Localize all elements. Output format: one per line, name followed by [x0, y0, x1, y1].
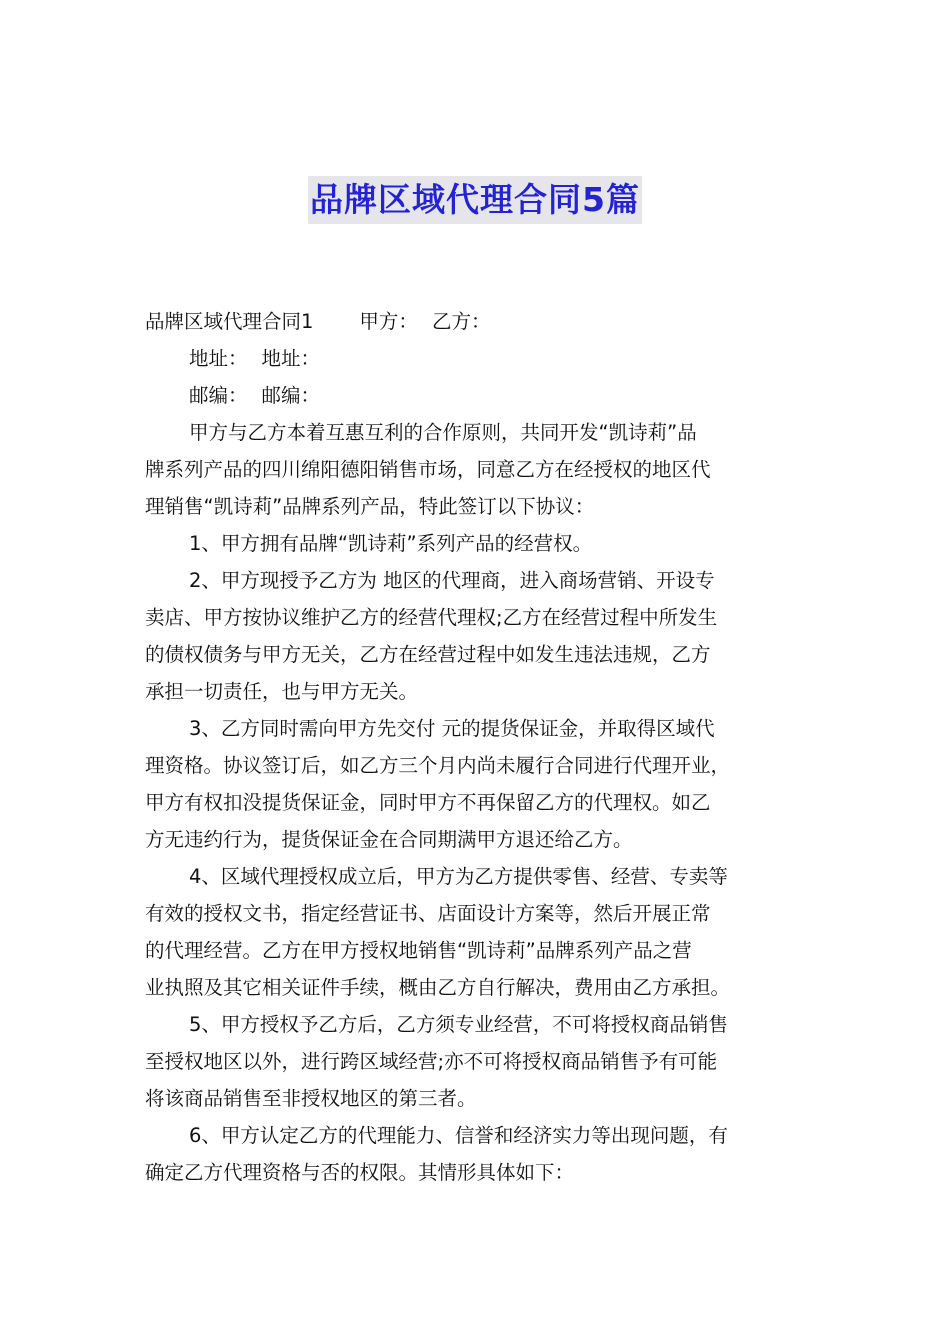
- paragraph-line: 有效的授权文书，指定经营证书、店面设计方案等，然后开展正常: [145, 902, 711, 925]
- paragraph-line: 甲方有权扣没提货保证金，同时甲方不再保留乙方的代理权。如乙: [145, 791, 711, 814]
- document-body: [145, 303, 810, 1191]
- paragraph-line: 至授权地区以外，进行跨区域经营;亦不可将授权商品销售予有可能: [145, 1050, 718, 1073]
- paragraph-line: 卖店、甲方按协议维护乙方的经营代理权;乙方在经营过程中所发生: [145, 606, 718, 629]
- paragraph-line: 承担一切责任，也与甲方无关。: [145, 680, 419, 703]
- paragraph-line: 理销售“凯诗莉”品牌系列产品，特此签订以下协议：: [145, 495, 595, 518]
- paragraph-clause-4: [145, 858, 810, 1006]
- paragraph-line: 3、乙方同时需向甲方先交付 元的提货保证金，并取得区域代: [189, 717, 715, 740]
- party-a-postcode-label: 邮编：: [189, 384, 248, 407]
- paragraph-line: 理资格。协议签订后，如乙方三个月内尚未履行合同进行代理开业，: [145, 754, 731, 777]
- paragraph-line: 牌系列产品的四川绵阳德阳销售市场，同意乙方在经授权的地区代: [145, 458, 711, 481]
- paragraph-line: 确定乙方代理资格与否的权限。其情形具体如下：: [145, 1161, 575, 1184]
- paragraph-line: 6、甲方认定乙方的代理能力、信誉和经济实力等出现问题，有: [189, 1124, 728, 1147]
- party-a-label: 甲方：: [359, 310, 418, 333]
- paragraph-line: 2、甲方现授予乙方为 地区的代理商，进入商场营销、开设专: [189, 569, 715, 592]
- paragraph-line: 1、甲方拥有品牌“凯诗莉”系列产品的经营权。: [189, 532, 593, 555]
- paragraph-line: 4、区域代理授权成立后，甲方为乙方提供零售、经营、专卖等: [189, 865, 728, 888]
- party-b-postcode-label: 邮编：: [261, 384, 321, 407]
- party-b-address-label: 地址：: [261, 347, 321, 370]
- paragraph-intro: [145, 414, 810, 525]
- paragraph-clause-5: [145, 1006, 810, 1117]
- postcode-line: [145, 377, 810, 414]
- paragraph-clause-3: [145, 710, 810, 858]
- paragraph-clause-6: [145, 1117, 810, 1191]
- header-line: [145, 303, 810, 340]
- paragraph-line: 的债权债务与甲方无关，乙方在经营过程中如发生违法违规，乙方: [145, 643, 711, 666]
- paragraph-clause-1: [145, 525, 810, 562]
- contract-number: 品牌区域代理合同1: [145, 310, 314, 333]
- party-b-label: 乙方：: [431, 310, 491, 333]
- address-line: [145, 340, 810, 377]
- paragraph-line: 方无违约行为，提货保证金在合同期满甲方退还给乙方。: [145, 828, 633, 851]
- document-title-wrap: [0, 176, 950, 230]
- paragraph-line: 5、甲方授权予乙方后，乙方须专业经营，不可将授权商品销售: [189, 1013, 728, 1036]
- document-title: 品牌区域代理合同5篇: [308, 176, 642, 224]
- paragraph-line: 的代理经营。乙方在甲方授权地销售“凯诗莉”品牌系列产品之营: [145, 939, 692, 962]
- paragraph-line: 将该商品销售至非授权地区的第三者。: [145, 1087, 477, 1110]
- paragraph-clause-2: [145, 562, 810, 710]
- paragraph-line: 甲方与乙方本着互惠互利的合作原则，共同开发“凯诗莉”品: [189, 421, 697, 444]
- paragraph-line: 业执照及其它相关证件手续，概由乙方自行解决，费用由乙方承担。: [145, 976, 731, 999]
- party-a-address-label: 地址：: [189, 347, 248, 370]
